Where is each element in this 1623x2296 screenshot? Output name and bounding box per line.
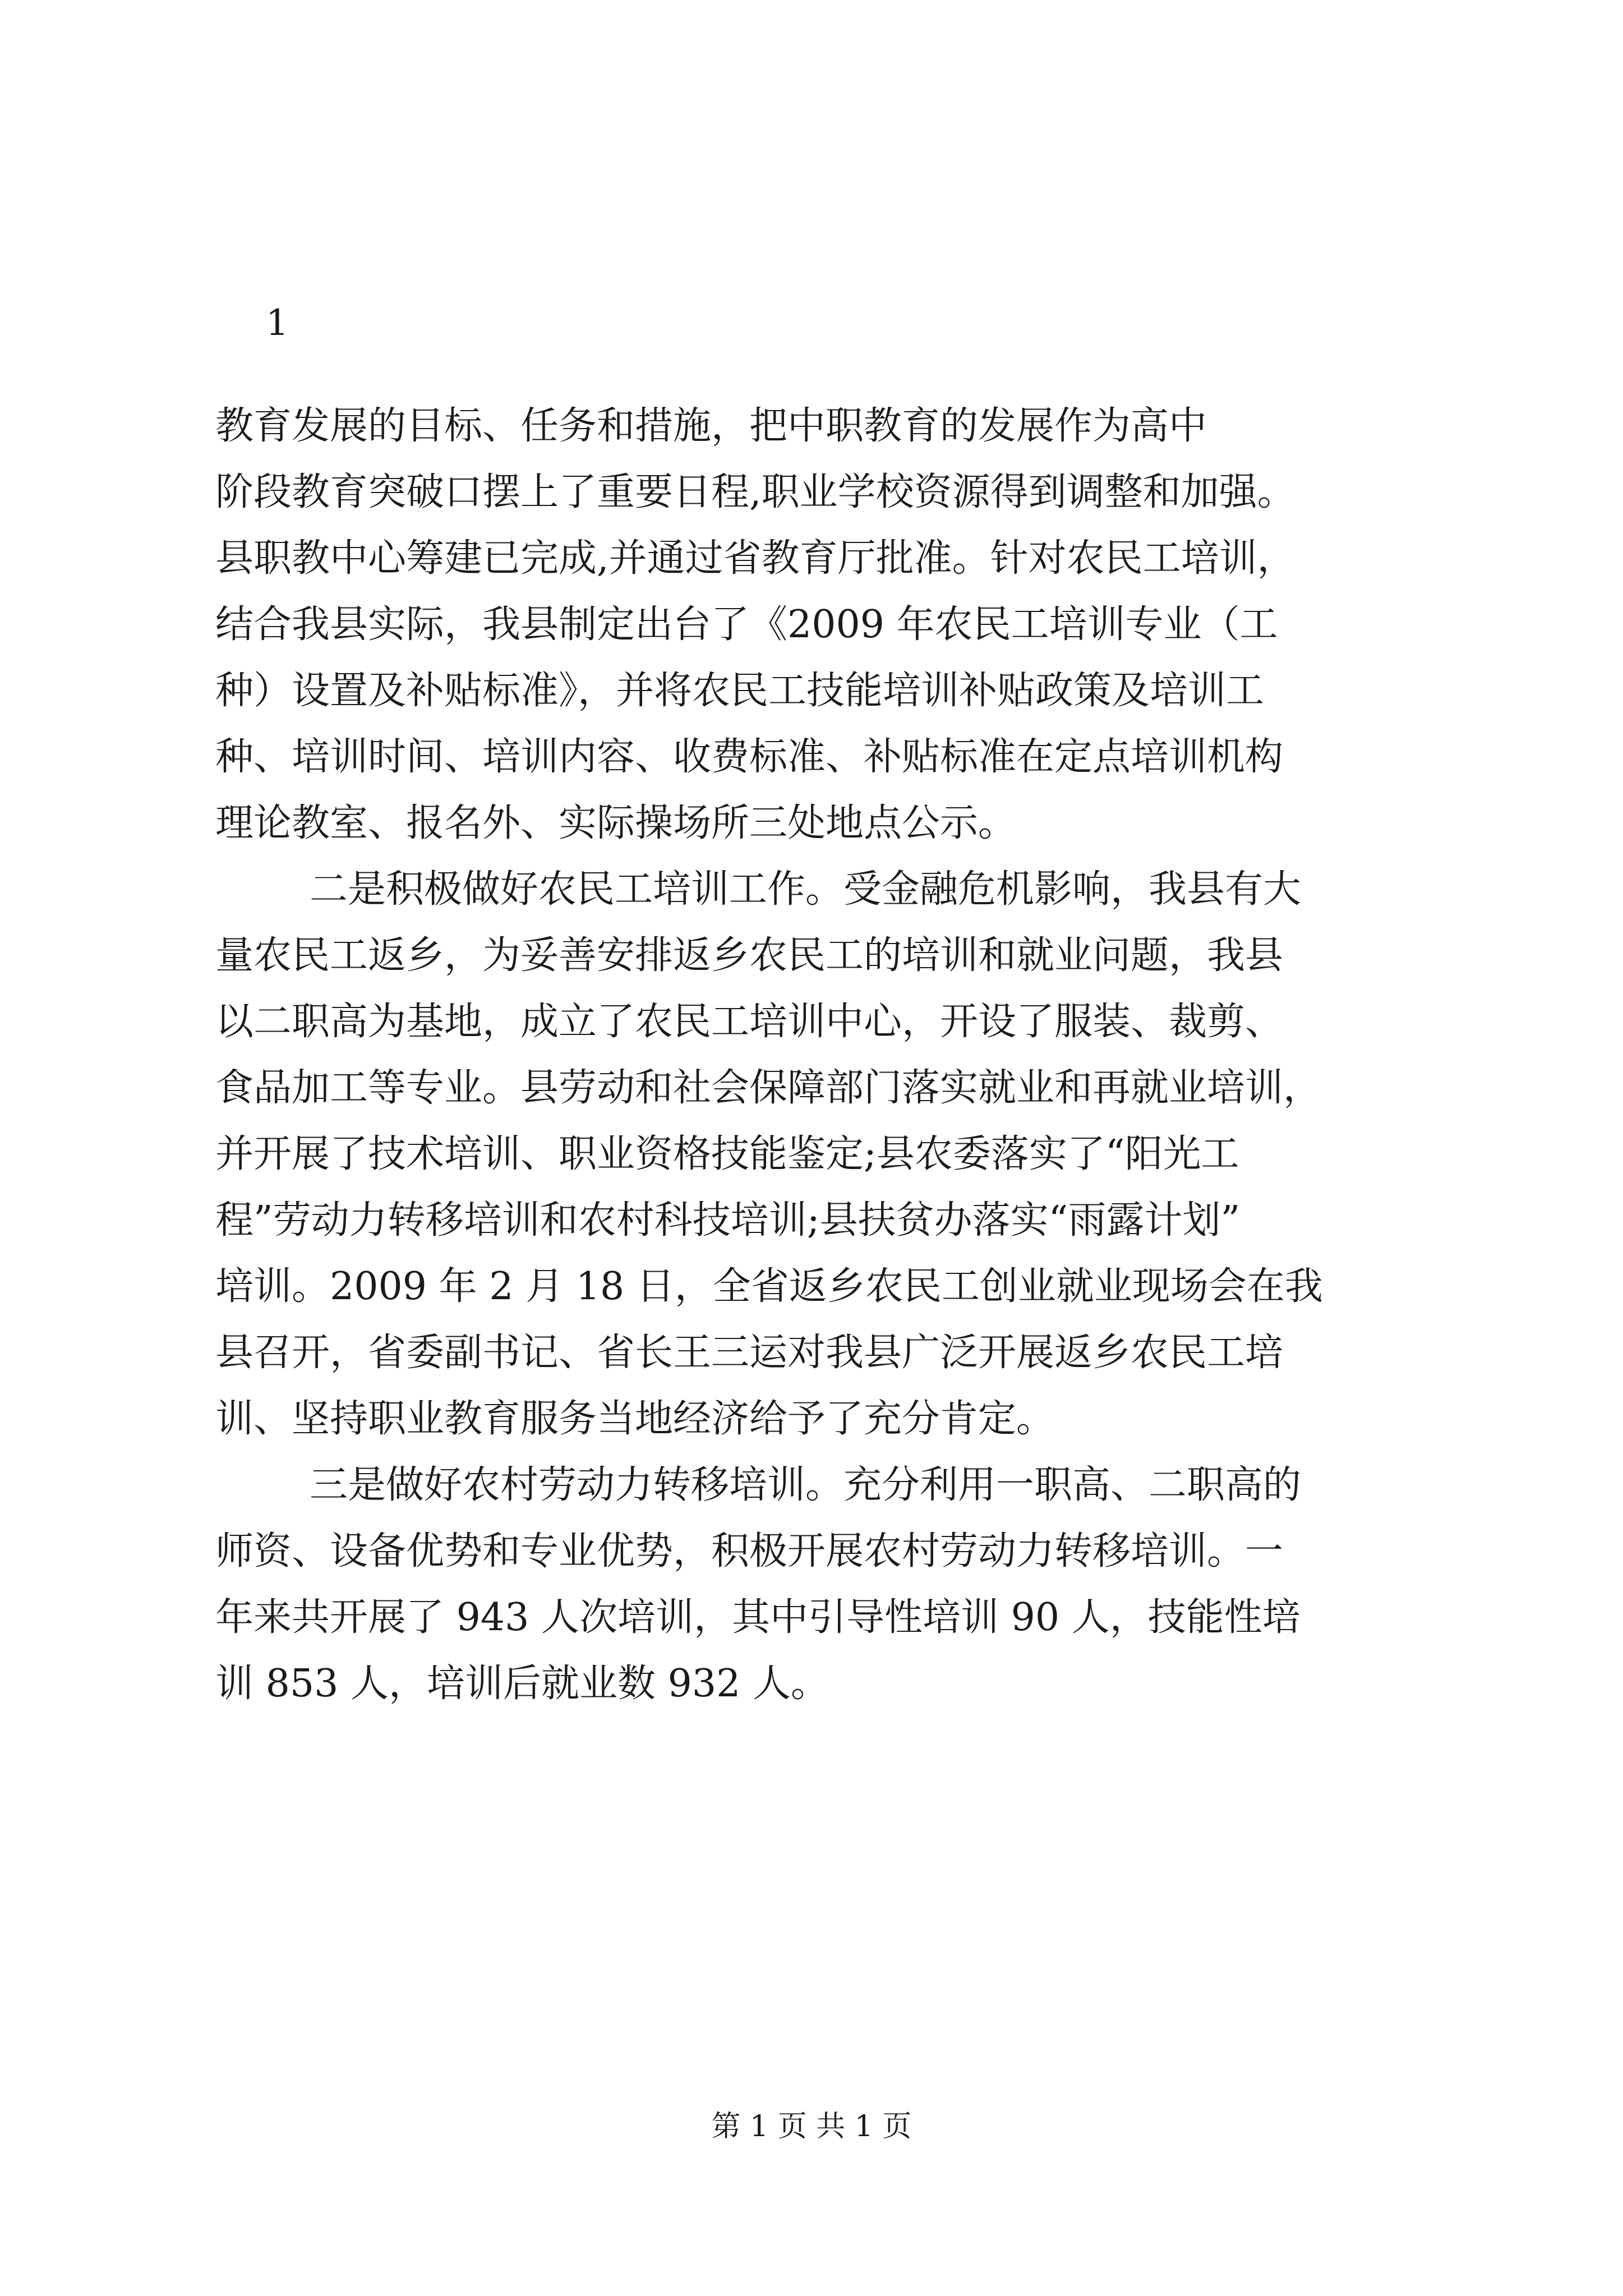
paragraph-2-line-5: 并开展了技术培训、职业资格技能鉴定;县农委落实了“阳光工 — [215, 1132, 1239, 1176]
paragraph-1-line-7: 理论教室、报名外、实际操场所三处地点公示。 — [215, 801, 1017, 845]
page-footer: 第 1 页 共 1 页 — [711, 2110, 912, 2143]
paragraph-1-line-5: 种）设置及补贴标准》，并将农民工技能培训补贴政策及培训工 — [215, 669, 1265, 713]
paragraph-1-line-3: 县职教中心筹建已完成,并通过省教育厅批准。针对农民工培训， — [215, 536, 1295, 581]
page-label: 1 — [266, 302, 289, 344]
paragraph-2-line-3: 以二职高为基地，成立了农民工培训中心，开设了服装、裁剪、 — [215, 1000, 1284, 1044]
paragraph-2-line-9: 训、坚持职业教育服务当地经济给予了充分肯定。 — [215, 1397, 1055, 1441]
paragraph-2-line-4: 食品加工等专业。县劳动和社会保障部门落实就业和再就业培训， — [215, 1066, 1322, 1110]
paragraph-3-line-2: 师资、设备优势和专业优势，积极开展农村劳动力转移培训。一 — [215, 1529, 1284, 1573]
paragraph-1-line-2: 阶段教育突破口摆上了重要日程,职业学校资源得到调整和加强。 — [215, 470, 1295, 514]
paragraph-1-line-4: 结合我县实际，我县制定出台了《2009 年农民工培训专业（工 — [215, 602, 1278, 647]
paragraph-2-line-2: 量农民工返乡，为妥善安排返乡农民工的培训和就业问题，我县 — [215, 933, 1284, 978]
paragraph-3-line-1: 三是做好农村劳动力转移培训。充分利用一职高、二职高的 — [310, 1463, 1302, 1507]
paragraph-3-line-3: 年来共开展了 943 人次培训，其中引导性培训 90 人，技能性培 — [215, 1595, 1301, 1640]
paragraph-2-line-8: 县召开，省委副书记、省长王三运对我县广泛开展返乡农民工培 — [215, 1331, 1284, 1375]
paragraph-3-line-4: 训 853 人，培训后就业数 932 人。 — [215, 1662, 829, 1706]
paragraph-1-line-1: 教育发展的目标、任务和措施，把中职教育的发展作为高中 — [215, 404, 1207, 448]
paragraph-2-line-1: 二是积极做好农民工培训工作。受金融危机影响，我县有大 — [310, 867, 1302, 912]
paragraph-1-line-6: 种、培训时间、培训内容、收费标准、补贴标准在定点培训机构 — [215, 735, 1284, 779]
paragraph-2-line-6: 程”劳动力转移培训和农村科技培训;县扶贫办落实“雨露计划” — [215, 1198, 1241, 1243]
paragraph-2-line-7: 培训。2009 年 2 月 18 日，全省返乡农民工创业就业现场会在我 — [215, 1264, 1323, 1309]
